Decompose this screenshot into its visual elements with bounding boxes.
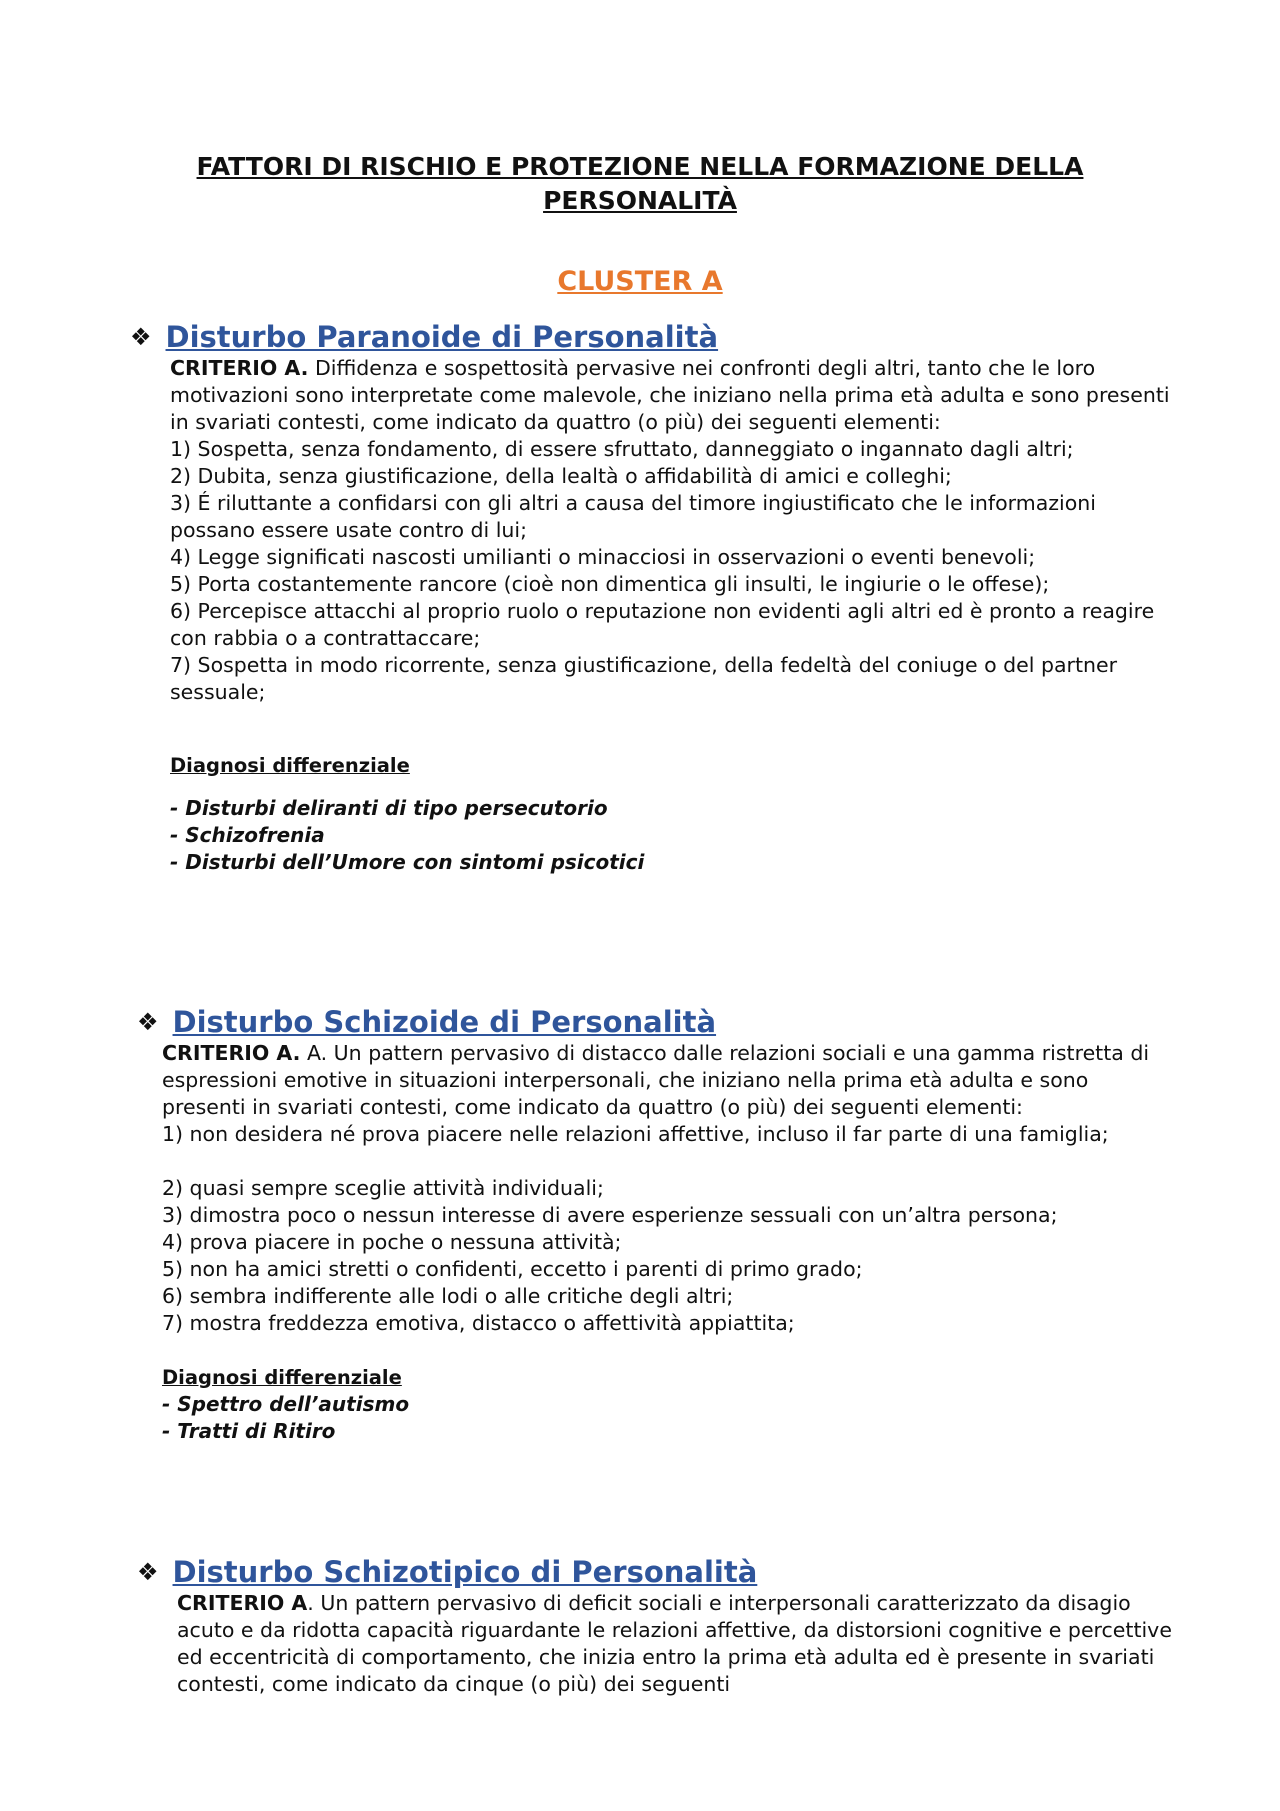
list-item: 1) Sospetta, senza fondamento, di essere sfruttato, danneggiato o ingannato dagli altri;	[170, 437, 1074, 461]
differential-diagnosis-item: - Tratti di Ritiro	[162, 1419, 336, 1443]
diamond-bullet-icon: ❖	[137, 1008, 159, 1036]
criterion-label: CRITERIO A	[177, 1591, 308, 1615]
section-body-schizotipico	[177, 1590, 1177, 1698]
list-item: 2) Dubita, senza giustificazione, della lealtà o affidabilità di amici e colleghi;	[170, 464, 952, 488]
list-item: 6) Percepisce attacchi al proprio ruolo o reputazione non evidenti agli altri ed è pronto a reagire con rabbia o a contrattaccare;	[170, 599, 1155, 650]
list-item: 7) mostra freddezza emotiva, distacco o affettività appiattita;	[162, 1311, 795, 1335]
criterion-label: CRITERIO A.	[170, 356, 309, 380]
section-body-paranoide	[170, 355, 1170, 706]
differential-diagnosis-paranoide	[170, 752, 1170, 876]
differential-diagnosis-heading: Diagnosi differenziale	[170, 754, 410, 777]
differential-diagnosis-item: - Disturbi dell’Umore con sintomi psicotici	[170, 850, 645, 874]
criterion-text: . Un pattern pervasivo di deficit sociali e interpersonali caratterizzato da disagio acuto e da ridotta capacità riguardante le relazioni affettive, da distorsioni cognitive e percettive ed eccentricità di comportamento, che inizia entro la prima età adulta ed è presente in svariati contesti, come indicato da cinque (o più) dei seguenti	[177, 1591, 1172, 1696]
list-item: 1) non desidera né prova piacere nelle relazioni affettive, incluso il far parte di una famiglia;	[162, 1122, 1109, 1146]
list-item: 7) Sospetta in modo ricorrente, senza giustificazione, della fedeltà del coniuge o del partner sessuale;	[170, 653, 1118, 704]
list-item: 5) Porta costantemente rancore (cioè non dimentica gli insulti, le ingiurie o le offese);	[170, 572, 1050, 596]
diamond-bullet-icon: ❖	[137, 1558, 159, 1586]
differential-diagnosis-heading: Diagnosi differenziale	[162, 1366, 402, 1389]
section-heading-schizotipico	[137, 1555, 757, 1589]
list-item: 4) prova piacere in poche o nessuna attività;	[162, 1230, 622, 1254]
criterion-paragraph	[162, 1040, 1172, 1121]
criterion-paragraph	[177, 1590, 1177, 1698]
cluster-heading: CLUSTER A	[557, 266, 723, 297]
list-item: 4) Legge significati nascosti umilianti o minacciosi in osservazioni o eventi benevoli;	[170, 545, 1036, 569]
list-item: 2) quasi sempre sceglie attività individuali;	[162, 1176, 604, 1200]
section-heading-paranoide	[130, 320, 718, 354]
document-title: FATTORI DI RISCHIO E PROTEZIONE NELLA FORMAZIONE DELLA PERSONALITÀ	[196, 152, 1084, 215]
section-heading-schizoide	[137, 1005, 716, 1039]
diamond-bullet-icon: ❖	[130, 323, 152, 351]
differential-diagnosis-item: - Spettro dell’autismo	[162, 1392, 410, 1416]
differential-diagnosis-item: - Schizofrenia	[170, 823, 325, 847]
differential-diagnosis-item: - Disturbi deliranti di tipo persecutorio	[170, 796, 608, 820]
criterion-text: A. Un pattern pervasivo di distacco dalle relazioni sociali e una gamma ristretta di espressioni emotive in situazioni interpersonali, che iniziano nella prima età adulta e sono presenti in svariati contesti, come indicato da quattro (o più) dei seguenti elementi:	[162, 1041, 1150, 1119]
section-title: Disturbo Schizotipico di Personalità	[172, 1555, 758, 1589]
list-item: 3) É riluttante a confidarsi con gli altri a causa del timore ingiustificato che le informazioni possano essere usate contro di lui;	[170, 491, 1096, 542]
list-item: 6) sembra indifferente alle lodi o alle critiche degli altri;	[162, 1284, 734, 1308]
list-item: 3) dimostra poco o nessun interesse di avere esperienze sessuali con un’altra persona;	[162, 1203, 1058, 1227]
criterion-label: CRITERIO A.	[162, 1041, 301, 1065]
section-body-schizoide	[162, 1040, 1172, 1445]
section-title: Disturbo Schizoide di Personalità	[172, 1005, 717, 1039]
list-item: 5) non ha amici stretti o confidenti, eccetto i parenti di primo grado;	[162, 1257, 863, 1281]
section-title: Disturbo Paranoide di Personalità	[165, 320, 719, 354]
criterion-text: Diffidenza e sospettosità pervasive nei confronti degli altri, tanto che le loro motivazioni sono interpretate come malevole, che iniziano nella prima età adulta e sono presenti in svariati contesti, come indicato da quattro (o più) dei seguenti elementi:	[170, 356, 1170, 434]
criterion-paragraph	[170, 355, 1170, 436]
